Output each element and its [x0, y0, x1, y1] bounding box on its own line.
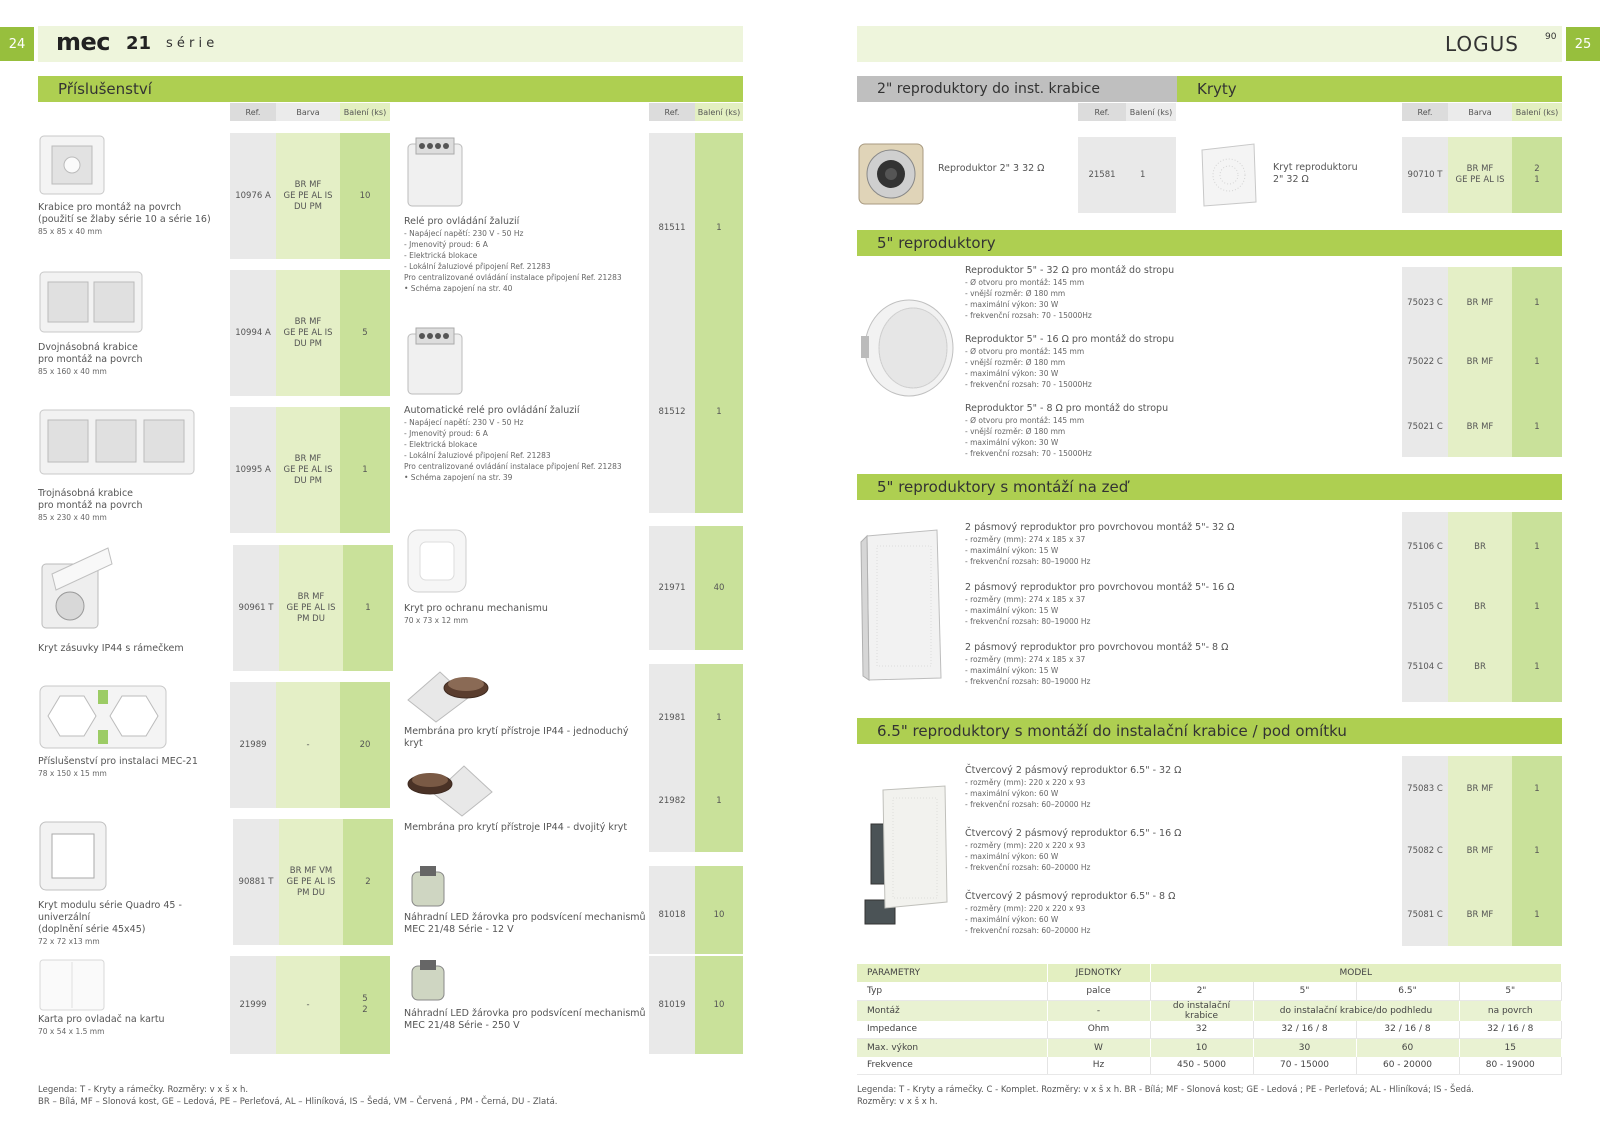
- spec-line: - rozměry (mm): 274 x 185 x 37: [965, 655, 1086, 664]
- col-ref-header: Ref.: [1078, 103, 1126, 121]
- legend-left: [38, 1084, 758, 1108]
- parameters-table: [857, 964, 1562, 1075]
- product-name: Membrána pro krytí přístroje IP44 - jednoduchý kryt: [404, 726, 629, 749]
- color-cell: -: [276, 956, 340, 1054]
- ref-cell: 21581: [1078, 137, 1126, 213]
- spec-line: - Elektrická blokace: [404, 251, 478, 260]
- table-cell: palce: [1047, 982, 1150, 1000]
- spec-line: - frekvenční rozsah: 70 - 15000Hz: [965, 380, 1092, 389]
- ref-cell: 21971: [649, 526, 695, 650]
- pack-value: 1: [716, 406, 722, 417]
- led-bulb-12v-image: [404, 862, 454, 914]
- ref-cell: 90961 T: [233, 545, 279, 671]
- ref-cell: 90881 T: [233, 819, 279, 945]
- section-title-5in-speakers: 5" reproduktory: [857, 230, 1562, 256]
- product-name: Náhradní LED žárovka pro podsvícení mechanismů MEC 21/48 Série - 250 V: [404, 1008, 646, 1031]
- pack-value: 1: [1534, 845, 1540, 856]
- spec-line: - maximální výkon: 60 W: [965, 852, 1059, 861]
- table-cell: Max. výkon: [857, 1039, 1047, 1057]
- color-value: BR MF: [1466, 909, 1494, 920]
- color-value: BR: [1474, 601, 1486, 612]
- product-wall-speaker-32: [965, 522, 1265, 567]
- spec-line: - rozměry (mm): 220 x 220 x 93: [965, 778, 1086, 787]
- brand-logus: LOGUS: [1445, 32, 1520, 56]
- product-name: Automatické relé pro ovládání žaluzií: [404, 405, 580, 416]
- legend-line: BR – Bílá, MF – Slonová kost, GE – Ledová, PE – Perleťová, AL – Hliníková, IS – Šedá, VM – Červená , PM - Černá, DU - Zlatá.: [38, 1097, 558, 1107]
- product-name: Relé pro ovládání žaluzií: [404, 216, 520, 227]
- color-cell: BR MF GE PE AL IS DU PM: [276, 407, 340, 533]
- product-dimensions: 70 x 73 x 12 mm: [404, 616, 469, 625]
- mechanism-cover-image: [404, 526, 470, 596]
- header-bar-left: [38, 26, 743, 62]
- table-cell: Frekvence: [857, 1057, 1047, 1075]
- product-surface-box: [38, 202, 228, 238]
- table-row: [857, 1039, 1562, 1057]
- product-speaker-cover: [1273, 162, 1393, 186]
- section-title-covers: Kryty: [1177, 76, 1562, 102]
- ref-value: 75022 C: [1407, 356, 1443, 367]
- table-row: [857, 1000, 1562, 1021]
- pack-value: 1: [716, 222, 722, 233]
- table-cell: 30: [1253, 1039, 1356, 1057]
- legend-line: Legenda: T - Kryty a rámečky. C - Komplet. Rozměry: v x š x h. BR - Bílá; MF - Slonová kost; GE - Ledová ; PE - Perleťová; AL - Hliníková; IS - Šedá.: [857, 1085, 1474, 1095]
- pack-cell: 20: [340, 682, 390, 808]
- product-name: Čtvercový 2 pásmový reproduktor 6.5" - 16 Ω: [965, 828, 1182, 839]
- product-name: Náhradní LED žárovka pro podsvícení mechanismů MEC 21/48 Série - 12 V: [404, 912, 646, 935]
- product-mec21-install-kit: [38, 756, 228, 780]
- product-ip44-cover: [38, 643, 228, 655]
- table-cell: 70 - 15000: [1253, 1057, 1356, 1075]
- speaker-2in-image: [857, 140, 927, 208]
- table-cell: 60 - 20000: [1356, 1057, 1459, 1075]
- product-name: Příslušenství pro instalaci MEC-21: [38, 756, 198, 767]
- right-page: [800, 0, 1600, 1131]
- product-name: 2 pásmový reproduktor pro povrchovou montáž 5"- 16 Ω: [965, 582, 1235, 593]
- product-dimensions: 70 x 54 x 1.5 mm: [38, 1027, 105, 1036]
- ref-value: 21982: [658, 795, 686, 806]
- ref-value: 81018: [658, 909, 686, 920]
- pack-cell: 5: [340, 270, 390, 396]
- table-cell: Impedance: [857, 1021, 1047, 1039]
- section-title-accessories: Příslušenství: [38, 76, 743, 102]
- product-key-card: [38, 1014, 228, 1038]
- product-square-speaker-8: [965, 891, 1235, 936]
- led-bulb-250v-image: [404, 956, 454, 1006]
- brand-series: s é r i e: [166, 36, 215, 51]
- col-pack-header-2: Balení (ks): [695, 103, 743, 121]
- table-cell: do instalační krabice: [1150, 1000, 1253, 1021]
- product-square-speaker-32: [965, 765, 1235, 810]
- color-value: BR: [1474, 661, 1486, 672]
- product-name: 2 pásmový reproduktor pro povrchovou montáž 5"- 32 Ω: [965, 522, 1235, 533]
- table-cell: 450 - 5000: [1150, 1057, 1253, 1075]
- col-pack-header: Balení (ks): [1512, 103, 1562, 121]
- table-cell: 80 - 19000: [1459, 1057, 1562, 1075]
- square-speaker-image: [857, 784, 949, 930]
- spec-line: - Ø otvoru pro montáž: 145 mm: [965, 416, 1085, 425]
- ref-value: 75105 C: [1407, 601, 1443, 612]
- ref-cell: 90710 T: [1402, 137, 1448, 213]
- product-triple-box: [38, 488, 228, 524]
- table-cell: Montáž: [857, 1000, 1047, 1021]
- spec-line: - frekvenční rozsah: 80–19000 Hz: [965, 557, 1091, 566]
- product-dimensions: 85 x 160 x 40 mm: [38, 367, 107, 376]
- brand-21: 21: [126, 33, 152, 54]
- product-name: Membrána pro krytí přístroje IP44 - dvojitý kryt: [404, 822, 628, 833]
- pack-value: 1: [1534, 297, 1540, 308]
- pack-cell: 10: [340, 133, 390, 259]
- product-name: Reproduktor 5" - 8 Ω pro montáž do stropu: [965, 403, 1169, 414]
- auto-relay-image: [404, 324, 466, 400]
- product-led-bulb-250v: [404, 1008, 649, 1032]
- product-name: Čtvercový 2 pásmový reproduktor 6.5" - 32 Ω: [965, 765, 1182, 776]
- spec-line: - frekvenční rozsah: 60–20000 Hz: [965, 800, 1091, 809]
- table-cell: 6.5": [1356, 982, 1459, 1000]
- legend-line: Legenda: T - Kryty a rámečky. Rozměry: v x š x h.: [38, 1085, 249, 1095]
- table-cell: 32: [1150, 1021, 1253, 1039]
- product-name: Krabice pro montáž na povrch (použití se žlaby série 10 a série 16): [38, 202, 211, 225]
- spec-line: - frekvenční rozsah: 80–19000 Hz: [965, 677, 1091, 686]
- spec-line: - rozměry (mm): 220 x 220 x 93: [965, 904, 1086, 913]
- pack-cell: 1: [1126, 137, 1176, 213]
- ip44-cover-image: [38, 544, 116, 636]
- color-cell: -: [276, 682, 340, 808]
- spec-line: - rozměry (mm): 274 x 185 x 37: [965, 535, 1086, 544]
- legend-line: Rozměry: v x š x h.: [857, 1097, 938, 1107]
- product-led-bulb-12v: [404, 912, 649, 936]
- product-name: Dvojnásobná krabice pro montáž na povrch: [38, 342, 143, 365]
- double-box-image: [38, 270, 146, 336]
- col-ref-header-2: Ref.: [649, 103, 695, 121]
- spec-line: - maximální výkon: 30 W: [965, 438, 1059, 447]
- col-pack-header: Balení (ks): [1126, 103, 1176, 121]
- table-cell: do instalační krabice/do podhledu: [1253, 1000, 1459, 1021]
- table-cell: 32 / 16 / 8: [1459, 1021, 1562, 1039]
- spec-line: - maximální výkon: 15 W: [965, 606, 1059, 615]
- spec-line: - rozměry (mm): 220 x 220 x 93: [965, 841, 1086, 850]
- table-cell: Typ: [857, 982, 1047, 1000]
- table-cell: na povrch: [1459, 1000, 1562, 1021]
- table-row: [857, 1057, 1562, 1075]
- pack-value: 1: [716, 795, 722, 806]
- product-name: Karta pro ovladač na kartu: [38, 1014, 165, 1025]
- spec-line: - Napájecí napětí: 230 V - 50 Hz: [404, 229, 524, 238]
- pack-value: 1: [1534, 661, 1540, 672]
- pack-value: 1: [716, 712, 722, 723]
- spec-line: - Elektrická blokace: [404, 440, 478, 449]
- spec-line: - maximální výkon: 60 W: [965, 789, 1059, 798]
- pack-cell: 5 2: [340, 956, 390, 1054]
- spec-line: Pro centralizované ovládání instalace připojení Ref. 21283: [404, 462, 622, 471]
- spec-line: - frekvenční rozsah: 80–19000 Hz: [965, 617, 1091, 626]
- spec-line: - Lokální žaluziové připojení Ref. 21283: [404, 262, 551, 271]
- table-header-cell: MODEL: [1150, 964, 1562, 982]
- product-ceiling-speaker-16: [965, 334, 1235, 390]
- ref-value: 81512: [658, 406, 686, 417]
- table-cell: W: [1047, 1039, 1150, 1057]
- pack-value: 1: [1534, 356, 1540, 367]
- ref-cell: [649, 664, 695, 852]
- table-header-cell: PARAMETRY: [857, 964, 1047, 982]
- product-ceiling-speaker-32: [965, 265, 1235, 321]
- ref-value: 75104 C: [1407, 661, 1443, 672]
- product-membrane-double: [404, 822, 649, 834]
- spec-line: - vnější rozměr: Ø 180 mm: [965, 289, 1066, 298]
- ref-value: 75021 C: [1407, 421, 1443, 432]
- product-name: Reproduktor 5" - 16 Ω pro montáž do stropu: [965, 334, 1175, 345]
- color-value: BR MF: [1466, 845, 1494, 856]
- table-cell: -: [1047, 1000, 1150, 1021]
- spec-line: - maximální výkon: 60 W: [965, 915, 1059, 924]
- product-name: Kryt modulu série Quadro 45 - univerzální (doplnění série 45x45): [38, 900, 182, 935]
- pack-value: 1: [1534, 601, 1540, 612]
- page-number-right: 25: [1566, 27, 1600, 61]
- mec21-install-kit-image: [38, 684, 170, 752]
- spec-line: - frekvenční rozsah: 60–20000 Hz: [965, 926, 1091, 935]
- pack-cell: 2 1: [1512, 137, 1562, 213]
- spec-line: - frekvenční rozsah: 70 - 15000Hz: [965, 449, 1092, 458]
- product-wall-speaker-8: [965, 642, 1265, 687]
- section-title-wall-speakers: 5" reproduktory s montáží na zeď: [857, 474, 1562, 500]
- ref-value: 75083 C: [1407, 783, 1443, 794]
- brand-mec: mec: [56, 28, 111, 56]
- color-cell: BR MF GE PE AL IS PM DU: [279, 545, 343, 671]
- ref-value: 75106 C: [1407, 541, 1443, 552]
- pack-cell: 40: [695, 526, 743, 650]
- product-double-box: [38, 342, 228, 378]
- spec-line: - maximální výkon: 15 W: [965, 666, 1059, 675]
- ref-value: 75081 C: [1407, 909, 1443, 920]
- key-card-image: [38, 958, 106, 1014]
- surface-box-image: [38, 134, 108, 198]
- spec-line: - vnější rozměr: Ø 180 mm: [965, 427, 1066, 436]
- header-bar-right: [857, 26, 1562, 62]
- triple-box-image: [38, 408, 198, 478]
- color-cell: BR MF VM GE PE AL IS PM DU: [279, 819, 343, 945]
- table-header-row: [857, 964, 1562, 982]
- color-value: BR MF: [1466, 297, 1494, 308]
- color-value: BR MF: [1466, 783, 1494, 794]
- ref-cell: 10976 A: [230, 133, 276, 259]
- membrane-double-image: [404, 758, 494, 818]
- product-membrane-single: [404, 726, 649, 750]
- table-cell: 32 / 16 / 8: [1253, 1021, 1356, 1039]
- spec-line: - Jmenovitý proud: 6 A: [404, 429, 488, 438]
- product-name: Kryt pro ochranu mechanismu: [404, 603, 548, 614]
- spec-line: • Schéma zapojení na str. 39: [404, 473, 513, 482]
- product-name: Reproduktor 2" 3 32 Ω: [938, 163, 1045, 174]
- product-speaker-2in: [938, 163, 1068, 175]
- product-dimensions: 72 x 72 x13 mm: [38, 937, 100, 946]
- ref-cell: 10994 A: [230, 270, 276, 396]
- ref-value: 81511: [658, 222, 686, 233]
- table-cell: Hz: [1047, 1057, 1150, 1075]
- page-number-left: 24: [0, 27, 34, 61]
- ref-cell: 81019: [649, 956, 695, 1054]
- membrane-single-image: [404, 664, 494, 724]
- col-ref-header: Ref.: [1402, 103, 1448, 121]
- ref-cell: 10995 A: [230, 407, 276, 533]
- spec-line: - frekvenční rozsah: 70 - 15000Hz: [965, 311, 1092, 320]
- ref-cell: [649, 133, 695, 513]
- quadro45-cover-image: [38, 820, 108, 892]
- table-cell: 60: [1356, 1039, 1459, 1057]
- table-cell: 5": [1253, 982, 1356, 1000]
- legend-right: [857, 1084, 1577, 1108]
- table-cell: 32 / 16 / 8: [1356, 1021, 1459, 1039]
- spec-line: - vnější rozměr: Ø 180 mm: [965, 358, 1066, 367]
- pack-value: 10: [713, 909, 725, 920]
- spec-line: - maximální výkon: 15 W: [965, 546, 1059, 555]
- ref-value: 75023 C: [1407, 297, 1443, 308]
- ref-value: 75082 C: [1407, 845, 1443, 856]
- product-square-speaker-16: [965, 828, 1235, 873]
- pack-value: 1: [1534, 783, 1540, 794]
- pack-cell: 10: [695, 956, 743, 1054]
- spec-line: - rozměry (mm): 274 x 185 x 37: [965, 595, 1086, 604]
- color-cell: BR MF GE PE AL IS DU PM: [276, 270, 340, 396]
- col-color-header: Barva: [1448, 103, 1512, 121]
- product-quadro45-cover: [38, 900, 228, 948]
- spec-line: - Ø otvoru pro montáž: 145 mm: [965, 278, 1085, 287]
- spec-line: Pro centralizované ovládání instalace připojení Ref. 21283: [404, 273, 622, 282]
- table-row: [857, 982, 1562, 1000]
- pack-cell: 1: [343, 545, 393, 671]
- product-name: Kryt reproduktoru 2" 32 Ω: [1273, 162, 1358, 185]
- pack-value: 1: [1534, 541, 1540, 552]
- product-dimensions: 78 x 150 x 15 mm: [38, 769, 107, 778]
- spec-line: - maximální výkon: 30 W: [965, 369, 1059, 378]
- pack-cell: 2: [343, 819, 393, 945]
- table-header-cell: JEDNOTKY: [1047, 964, 1150, 982]
- table-cell: 15: [1459, 1039, 1562, 1057]
- ref-cell: 21989: [230, 682, 276, 808]
- product-relay: [404, 216, 644, 294]
- pack-cell: 1: [340, 407, 390, 533]
- product-ceiling-speaker-8: [965, 403, 1235, 459]
- speaker-cover-image: [1196, 140, 1262, 210]
- product-dimensions: 85 x 85 x 40 mm: [38, 227, 103, 236]
- spec-line: - frekvenční rozsah: 60–20000 Hz: [965, 863, 1091, 872]
- ceiling-speaker-image: [857, 296, 957, 400]
- relay-image: [404, 134, 466, 212]
- product-name: Čtvercový 2 pásmový reproduktor 6.5" - 8 Ω: [965, 891, 1176, 902]
- ref-cell: 21999: [230, 956, 276, 1054]
- spec-line: • Schéma zapojení na str. 40: [404, 284, 513, 293]
- spec-line: - maximální výkon: 30 W: [965, 300, 1059, 309]
- table-cell: 10: [1150, 1039, 1253, 1057]
- color-value: BR MF: [1466, 421, 1494, 432]
- product-mechanism-cover: [404, 603, 644, 626]
- product-name: Reproduktor 5" - 32 Ω pro montáž do stropu: [965, 265, 1175, 276]
- product-name: Trojnásobná krabice pro montáž na povrch: [38, 488, 143, 511]
- spec-line: - Ø otvoru pro montáž: 145 mm: [965, 347, 1085, 356]
- ref-value: 21981: [658, 712, 686, 723]
- table-cell: Ohm: [1047, 1021, 1150, 1039]
- wall-speaker-image: [857, 528, 947, 684]
- col-color-header: Barva: [276, 103, 340, 121]
- brand-logus-sup: 90: [1545, 32, 1557, 42]
- table-cell: 5": [1459, 982, 1562, 1000]
- section-title-2in-speakers: 2" reproduktory do inst. krabice: [857, 76, 1177, 102]
- pack-cell: [695, 133, 743, 513]
- product-wall-speaker-16: [965, 582, 1265, 627]
- color-cell: BR MF GE PE AL IS: [1448, 137, 1512, 213]
- pack-value: 1: [1534, 909, 1540, 920]
- color-value: BR: [1474, 541, 1486, 552]
- pack-value: 1: [1534, 421, 1540, 432]
- pack-cell: [695, 664, 743, 852]
- color-cell: BR MF GE PE AL IS DU PM: [276, 133, 340, 259]
- col-pack-header: Balení (ks): [340, 103, 390, 121]
- section-title-65in-speakers: 6.5" reproduktory s montáží do instalační krabice / pod omítku: [857, 718, 1562, 744]
- product-name: 2 pásmový reproduktor pro povrchovou montáž 5"- 8 Ω: [965, 642, 1229, 653]
- product-auto-relay: [404, 405, 644, 483]
- table-row: [857, 1021, 1562, 1039]
- col-ref-header: Ref.: [230, 103, 276, 121]
- table-cell: 2": [1150, 982, 1253, 1000]
- spec-line: - Jmenovitý proud: 6 A: [404, 240, 488, 249]
- color-value: BR MF: [1466, 356, 1494, 367]
- spec-line: - Napájecí napětí: 230 V - 50 Hz: [404, 418, 524, 427]
- product-name: Kryt zásuvky IP44 s rámečkem: [38, 643, 184, 654]
- product-dimensions: 85 x 230 x 40 mm: [38, 513, 107, 522]
- spec-line: - Lokální žaluziové připojení Ref. 21283: [404, 451, 551, 460]
